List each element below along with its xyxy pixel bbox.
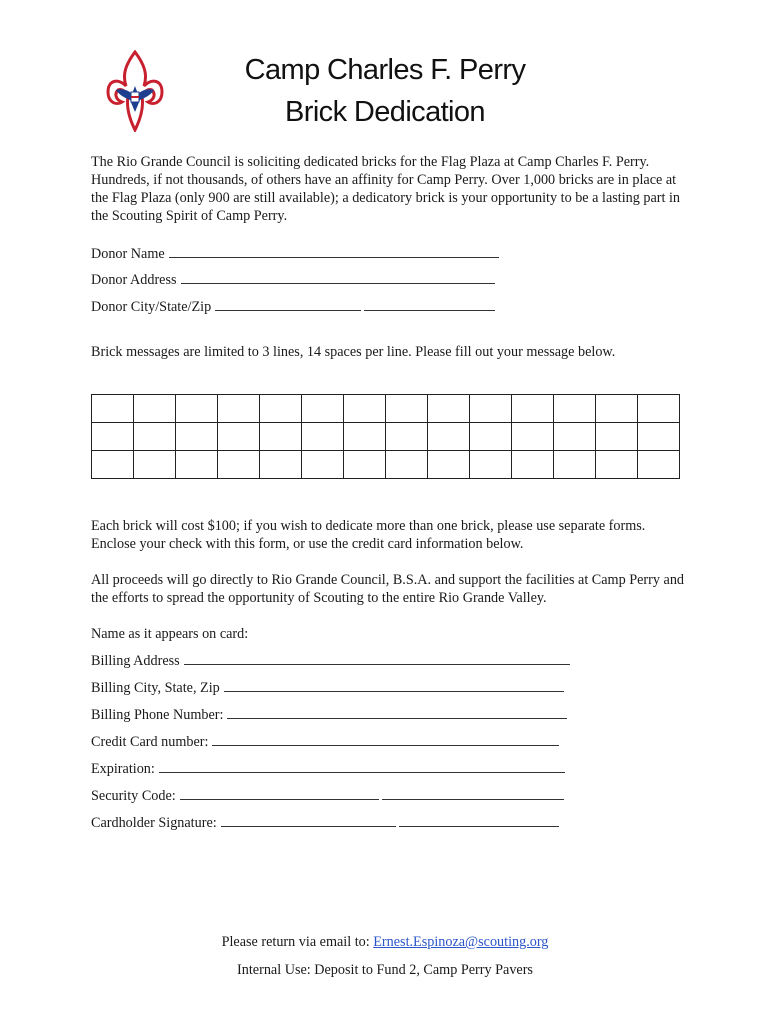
form-subtitle: Brick Dedication <box>285 96 485 128</box>
name-on-card-label: Name as it appears on card: <box>91 626 249 642</box>
brick-character-cell[interactable] <box>638 451 680 479</box>
card-number-label: Credit Card number: <box>91 734 209 750</box>
signature-field[interactable] <box>221 813 559 827</box>
name-on-card-row <box>91 625 248 643</box>
donor-address-row <box>91 270 495 289</box>
brick-character-cell[interactable] <box>260 451 302 479</box>
brick-character-cell[interactable] <box>218 395 260 423</box>
brick-message-grid <box>91 394 680 479</box>
brick-character-cell[interactable] <box>386 395 428 423</box>
security-code-row <box>91 786 564 805</box>
brick-character-cell[interactable] <box>596 395 638 423</box>
donor-city-label: Donor City/State/Zip <box>91 299 212 315</box>
proceeds-paragraph: All proceeds will go directly to Rio Grande Council, B.S.A. and support the facilities at Camp Perry and the efforts to spread the opportunity of Scouting to the entire Rio Grande Valley. <box>91 572 685 606</box>
billing-address-row <box>91 651 570 670</box>
expiration-field[interactable] <box>159 759 565 773</box>
brick-character-cell[interactable] <box>176 451 218 479</box>
brick-character-cell[interactable] <box>512 423 554 451</box>
brick-character-cell[interactable] <box>596 423 638 451</box>
brick-character-cell[interactable] <box>638 395 680 423</box>
billing-city-field[interactable] <box>224 678 564 692</box>
brick-character-cell[interactable] <box>470 423 512 451</box>
brick-character-cell[interactable] <box>302 423 344 451</box>
brick-character-cell[interactable] <box>134 395 176 423</box>
billing-city-row <box>91 678 564 697</box>
brick-character-cell[interactable] <box>428 423 470 451</box>
donor-name-label: Donor Name <box>91 246 165 262</box>
brick-character-cell[interactable] <box>344 423 386 451</box>
billing-city-label: Billing City, State, Zip <box>91 680 220 696</box>
donor-name-field[interactable] <box>169 244 499 258</box>
brick-character-cell[interactable] <box>554 395 596 423</box>
security-code-field[interactable] <box>180 786 564 800</box>
return-prefix: Please return via email to: <box>221 934 374 950</box>
brick-character-cell[interactable] <box>92 423 134 451</box>
brick-character-cell[interactable] <box>512 451 554 479</box>
brick-character-cell[interactable] <box>512 395 554 423</box>
bsa-fleur-de-lis-logo <box>104 50 166 132</box>
brick-character-cell[interactable] <box>428 451 470 479</box>
card-number-field[interactable] <box>212 732 559 746</box>
billing-address-label: Billing Address <box>91 653 180 669</box>
billing-phone-label: Billing Phone Number: <box>91 707 224 723</box>
brick-character-cell[interactable] <box>386 451 428 479</box>
brick-character-cell[interactable] <box>260 423 302 451</box>
brick-character-cell[interactable] <box>344 451 386 479</box>
donor-city-row <box>91 297 495 316</box>
brick-character-cell[interactable] <box>386 423 428 451</box>
brick-character-cell[interactable] <box>92 451 134 479</box>
intro-paragraph: The Rio Grande Council is soliciting dedicated bricks for the Flag Plaza at Camp Charles F. Perry. Hundreds, if not thousands, of others have an affinity for Camp Perry. Over 1,000 bricks are in place at the Flag Plaza (only 900 are still available); a dedicatory brick is your opportunity to be a lasting part in the Scouting Spirit of Camp Perry. <box>91 154 681 224</box>
expiration-label: Expiration: <box>91 761 155 777</box>
brick-character-cell[interactable] <box>344 395 386 423</box>
brick-character-cell[interactable] <box>218 451 260 479</box>
brick-character-cell[interactable] <box>428 395 470 423</box>
brick-character-cell[interactable] <box>470 395 512 423</box>
expiration-row <box>91 759 565 778</box>
brick-character-cell[interactable] <box>176 395 218 423</box>
brick-character-cell[interactable] <box>134 423 176 451</box>
brick-character-cell[interactable] <box>470 451 512 479</box>
form-title: Camp Charles F. Perry <box>244 54 526 86</box>
cost-paragraph: Each brick will cost $100; if you wish to dedicate more than one brick, please use separate forms. Enclose your check with this form, or use the credit card information below. <box>91 518 646 552</box>
security-code-label: Security Code: <box>91 788 176 804</box>
brick-character-cell[interactable] <box>554 451 596 479</box>
brick-character-cell[interactable] <box>218 423 260 451</box>
billing-address-field[interactable] <box>184 651 570 665</box>
brick-message-line <box>92 423 680 451</box>
brick-message-line <box>92 395 680 423</box>
brick-instructions: Brick messages are limited to 3 lines, 14 spaces per line. Please fill out your message below. <box>91 344 616 360</box>
brick-character-cell[interactable] <box>92 395 134 423</box>
donor-city-field[interactable] <box>215 297 495 311</box>
signature-row <box>91 813 559 832</box>
return-email-link[interactable]: Ernest.Espinoza@scouting.org <box>373 934 549 950</box>
brick-character-cell[interactable] <box>176 423 218 451</box>
card-number-row <box>91 732 559 751</box>
return-instructions <box>0 934 770 951</box>
brick-message-line <box>92 451 680 479</box>
billing-phone-field[interactable] <box>227 705 567 719</box>
brick-character-cell[interactable] <box>134 451 176 479</box>
brick-character-cell[interactable] <box>260 395 302 423</box>
donor-address-field[interactable] <box>181 270 495 284</box>
donor-address-label: Donor Address <box>91 272 177 288</box>
signature-label: Cardholder Signature: <box>91 815 217 831</box>
brick-character-cell[interactable] <box>302 395 344 423</box>
billing-phone-row <box>91 705 567 724</box>
donor-name-row <box>91 244 499 263</box>
brick-character-cell[interactable] <box>554 423 596 451</box>
brick-character-cell[interactable] <box>302 451 344 479</box>
brick-character-cell[interactable] <box>638 423 680 451</box>
internal-use-note: Internal Use: Deposit to Fund 2, Camp Perry Pavers <box>237 962 533 978</box>
brick-character-cell[interactable] <box>596 451 638 479</box>
